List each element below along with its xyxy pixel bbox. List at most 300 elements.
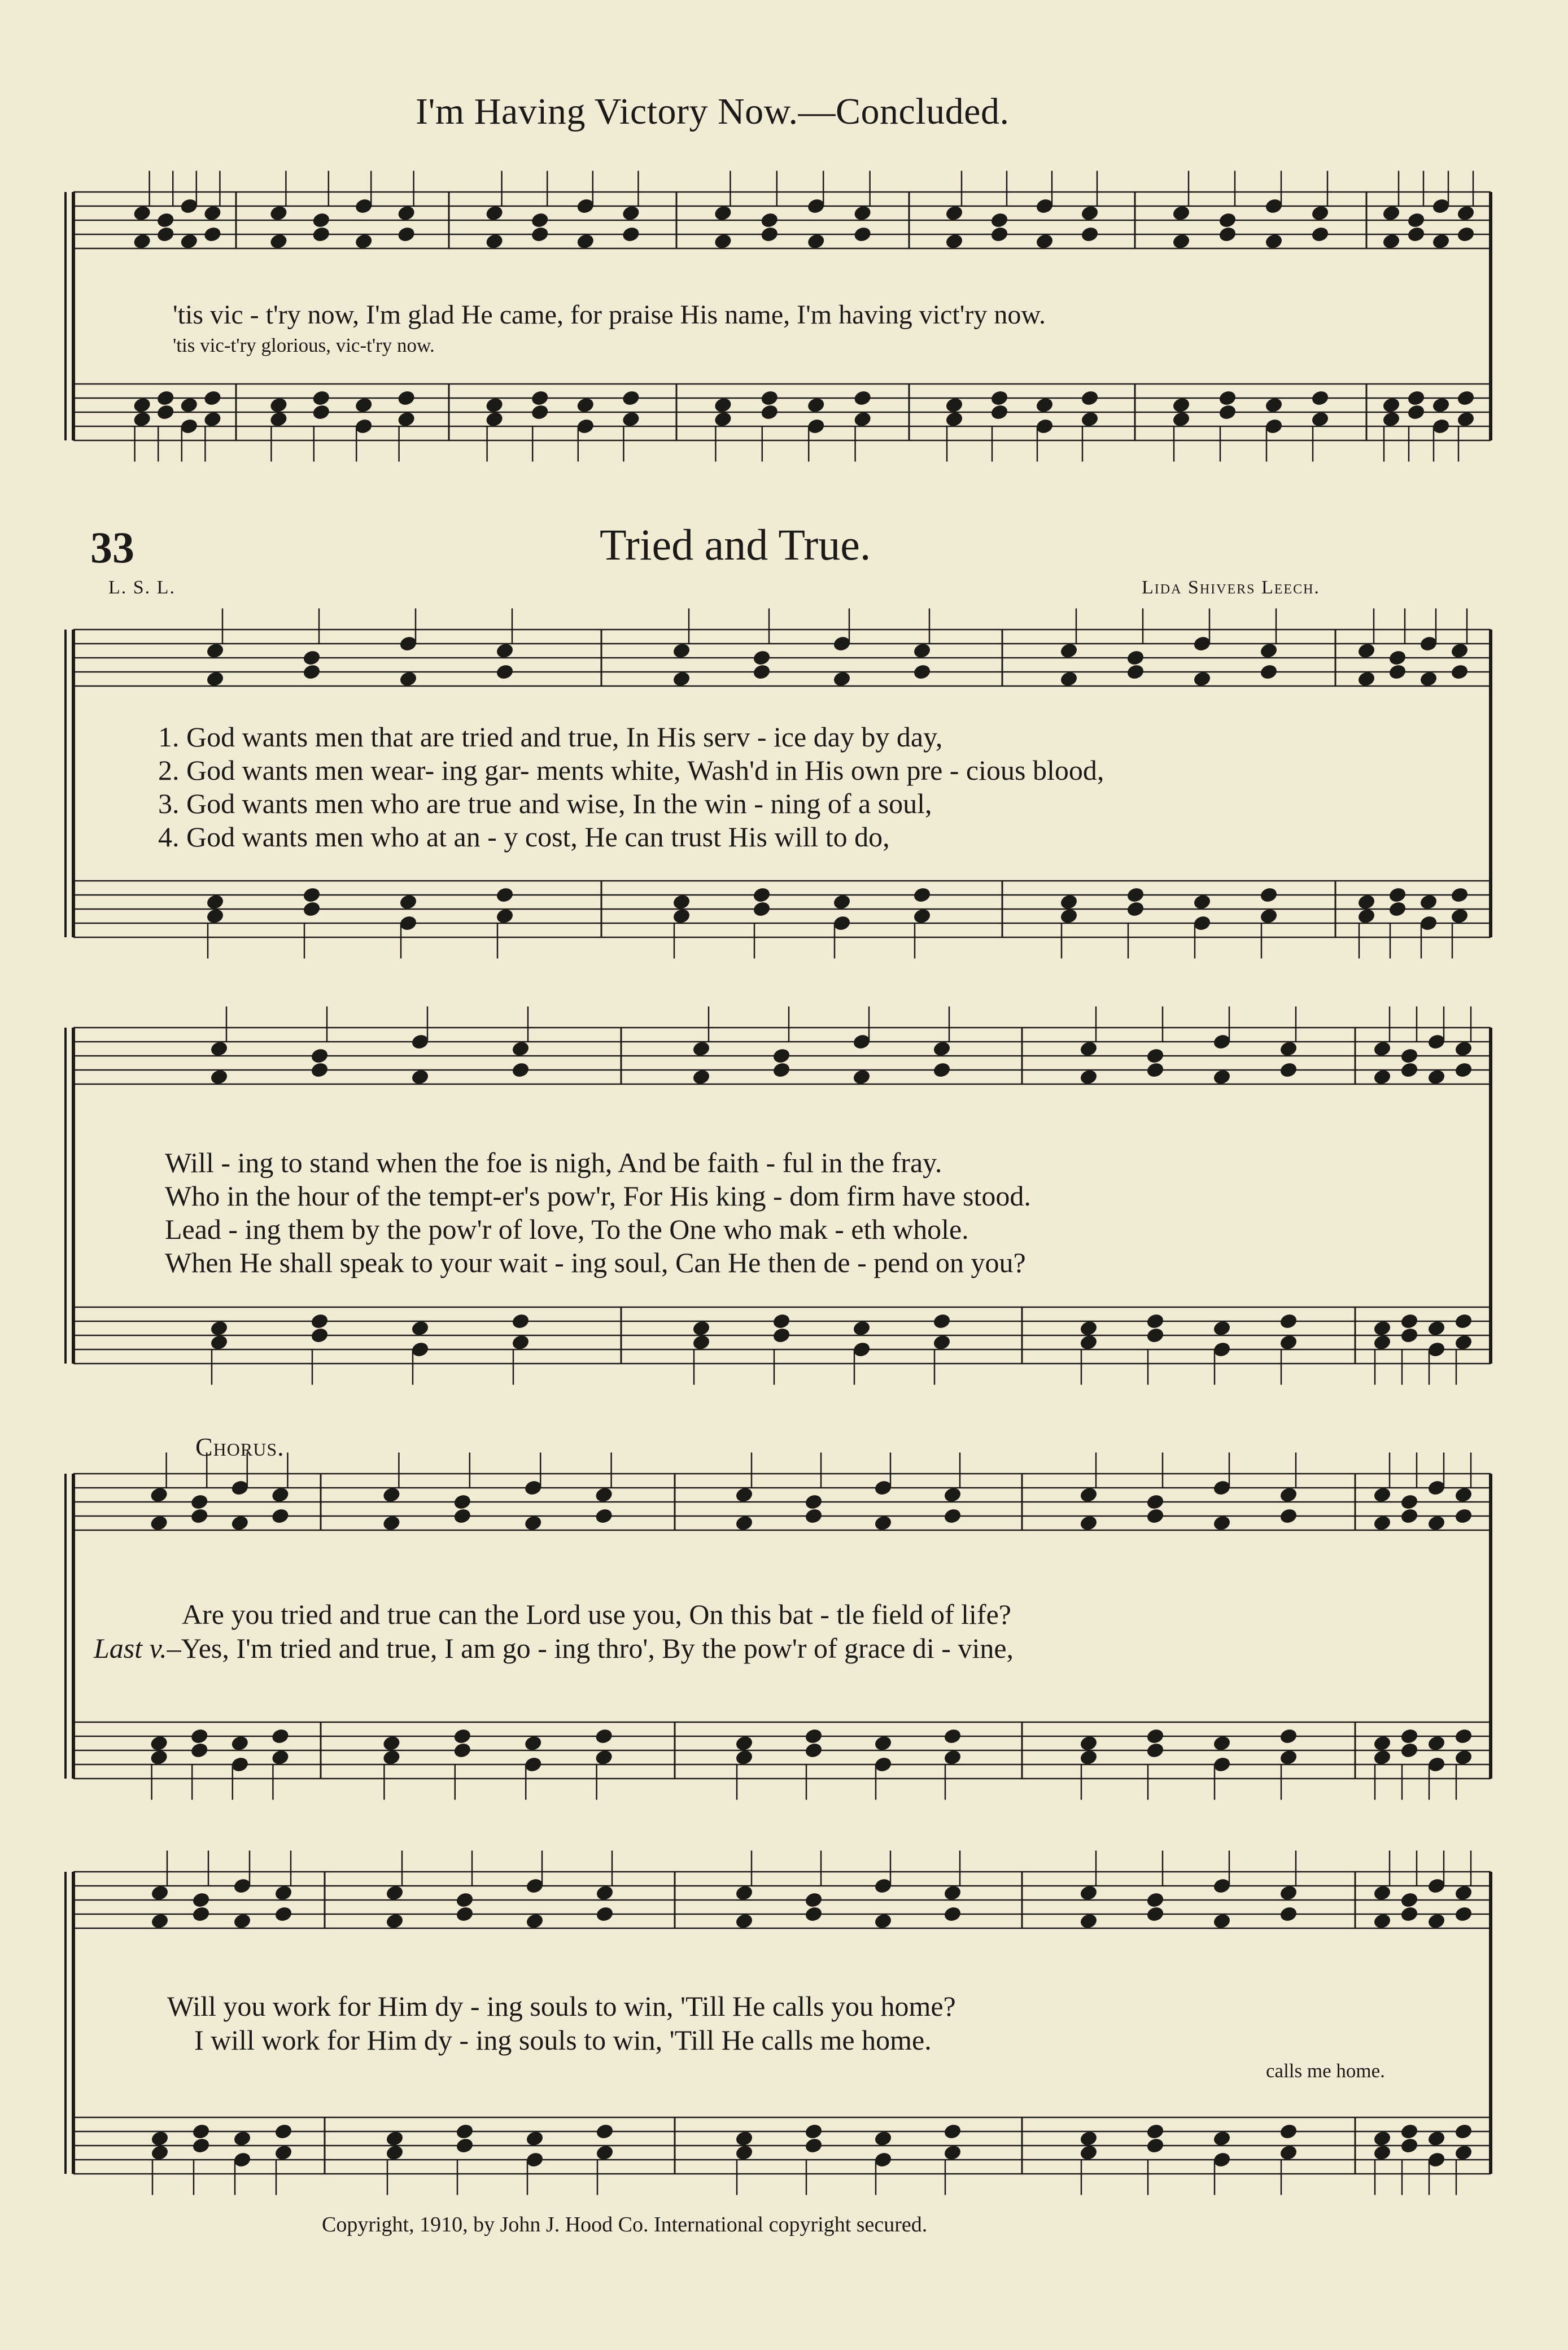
note-head [1431, 198, 1450, 215]
note-head [752, 901, 771, 918]
note-head [1172, 204, 1190, 221]
chorus-line-1: Are you tried and true can the Lord use you, On this bat - tle field of life? [182, 1598, 1011, 1630]
note-head [455, 1892, 474, 1908]
note-head [912, 642, 931, 659]
note-head [525, 1912, 544, 1929]
note-head [832, 670, 851, 687]
note-head [531, 390, 549, 407]
note-head [832, 915, 851, 932]
note-head [206, 670, 224, 687]
note-head [1079, 1514, 1098, 1531]
note-head [1212, 2130, 1231, 2147]
note-head [943, 2144, 962, 2161]
note-head [873, 1479, 892, 1496]
note-head [1454, 1486, 1473, 1503]
note-head [1427, 1033, 1445, 1050]
note-head [1400, 1493, 1418, 1510]
note-head [622, 410, 640, 427]
note-head [1400, 1327, 1418, 1344]
note-head [832, 635, 851, 652]
last-verse-marker: Last v. [94, 1632, 167, 1664]
note-head [832, 893, 851, 910]
note-head [1400, 2137, 1418, 2154]
note-head [271, 1749, 290, 1766]
note-head [772, 1327, 790, 1344]
note-head [1388, 663, 1407, 680]
note-head [1311, 390, 1329, 407]
note-head [1373, 1334, 1391, 1351]
note-head [269, 410, 288, 427]
note-head [852, 1033, 871, 1050]
note-head [1388, 886, 1407, 903]
note-head [752, 886, 771, 903]
note-head [1454, 1749, 1473, 1766]
note-head [852, 1068, 871, 1085]
note-head [1427, 1479, 1445, 1496]
note-head [1427, 1912, 1445, 1929]
note-head [274, 2144, 292, 2161]
note-head [410, 1320, 429, 1336]
note-head [150, 1912, 169, 1929]
note-head [1407, 226, 1425, 243]
note-head [150, 1514, 168, 1531]
note-head [692, 1068, 710, 1085]
note-head [595, 1728, 613, 1745]
verse-2-line-1: 2. God wants men wear- ing gar- ments white, Wash'd in His own pre - cious blood, [158, 754, 1104, 786]
note-head [274, 2123, 292, 2140]
note-head [399, 893, 417, 910]
note-head [1388, 901, 1407, 918]
note-head [990, 212, 1008, 229]
note-head [807, 198, 826, 215]
note-head [230, 1479, 249, 1496]
note-head [576, 418, 595, 435]
note-head [1218, 212, 1237, 229]
note-head [399, 670, 417, 687]
note-head [355, 198, 373, 215]
note-head [1373, 1514, 1391, 1531]
note-head [1357, 670, 1375, 687]
note-head [382, 1749, 401, 1766]
note-head [595, 2144, 614, 2161]
note-head [595, 1486, 613, 1503]
note-head [804, 1906, 823, 1923]
note-head [576, 233, 595, 250]
note-head [912, 907, 931, 924]
note-head [133, 233, 151, 250]
note-head [1172, 396, 1190, 413]
note-head [1212, 1735, 1231, 1751]
note-head [485, 233, 504, 250]
note-head [312, 212, 330, 229]
note-head [302, 886, 321, 903]
note-head [1454, 1040, 1473, 1057]
note-head [410, 1068, 429, 1085]
note-head [511, 1062, 530, 1078]
note-head [1279, 1062, 1298, 1078]
note-head [1212, 1033, 1231, 1050]
note-head [945, 204, 963, 221]
note-head [1419, 635, 1438, 652]
note-head [455, 2137, 474, 2154]
note-head [1427, 1320, 1445, 1336]
note-head [1218, 404, 1237, 421]
note-head [576, 396, 595, 413]
note-head [1450, 663, 1469, 680]
note-head [1407, 404, 1425, 421]
note-head [525, 2151, 544, 2168]
note-head [943, 1508, 962, 1525]
note-head [1419, 893, 1438, 910]
note-head [312, 226, 330, 243]
note-head [1079, 1068, 1098, 1085]
note-head [714, 396, 732, 413]
note-head [302, 901, 321, 918]
note-head [852, 1320, 871, 1336]
note-head [1407, 212, 1425, 229]
note-head [1279, 1728, 1298, 1745]
note-head [1146, 1742, 1164, 1759]
note-head [1079, 1320, 1098, 1336]
note-head [150, 1884, 169, 1901]
note-head [1279, 1486, 1298, 1503]
note-head [1079, 1749, 1098, 1766]
note-head [852, 1341, 871, 1358]
note-head [1146, 1047, 1164, 1064]
note-head [1279, 1334, 1298, 1351]
note-head [1431, 396, 1450, 413]
verse-3-line-2: Lead - ing them by the pow'r of love, To the One who mak - eth whole. [165, 1213, 969, 1245]
note-head [873, 1877, 892, 1894]
note-head [1212, 1341, 1231, 1358]
note-head [1400, 1313, 1418, 1330]
verse-4-line-1: 4. God wants men who at an - y cost, He can trust His will to do, [158, 821, 890, 853]
note-head [1080, 410, 1099, 427]
concluded-lyric-sub: 'tis vic-t'ry glorious, vic-t'ry now. [173, 334, 435, 356]
note-head [932, 1334, 951, 1351]
note-head [595, 1906, 614, 1923]
lyricist-initials: L. S. L. [108, 577, 176, 598]
note-head [191, 2137, 210, 2154]
continuation-title: I'm Having Victory Now.—Concluded. [416, 91, 1010, 132]
note-head [410, 1033, 429, 1050]
note-head [525, 2130, 544, 2147]
note-head [1146, 2123, 1164, 2140]
note-head [853, 204, 872, 221]
note-head [1079, 1735, 1098, 1751]
note-head [511, 1334, 530, 1351]
note-head [1079, 1486, 1098, 1503]
note-head [1080, 204, 1099, 221]
note-head [269, 233, 288, 250]
note-head [455, 1906, 474, 1923]
note-head [495, 907, 514, 924]
note-head [804, 1892, 823, 1908]
note-head [269, 396, 288, 413]
note-head [310, 1047, 329, 1064]
note-head [209, 1320, 228, 1336]
note-head [760, 226, 779, 243]
note-head [735, 2144, 753, 2161]
note-head [807, 396, 826, 413]
note-head [1259, 663, 1278, 680]
note-head [1400, 2123, 1418, 2140]
note-head [1373, 1068, 1391, 1085]
note-head [209, 1334, 228, 1351]
note-head [1373, 1884, 1391, 1901]
note-head [1382, 233, 1400, 250]
note-head [804, 2137, 823, 2154]
note-head [1400, 1047, 1418, 1064]
note-head [531, 226, 549, 243]
note-head [495, 886, 514, 903]
note-head [397, 390, 416, 407]
note-head [804, 1728, 823, 1745]
note-head [932, 1062, 951, 1078]
note-head [1454, 1884, 1473, 1901]
note-head [1279, 1313, 1298, 1330]
note-head [524, 1479, 543, 1496]
note-head [714, 233, 732, 250]
note-head [302, 663, 321, 680]
note-head [206, 893, 224, 910]
note-head [1080, 390, 1099, 407]
note-head [453, 1493, 471, 1510]
note-head [1373, 1320, 1391, 1336]
note-head [355, 418, 373, 435]
note-head [873, 2130, 892, 2147]
note-head [150, 1749, 168, 1766]
note-head [807, 233, 826, 250]
note-head [990, 390, 1008, 407]
note-head [672, 893, 691, 910]
note-head [525, 1877, 544, 1894]
note-head [531, 404, 549, 421]
note-head [1146, 1906, 1164, 1923]
note-head [804, 1508, 823, 1525]
note-head [1373, 2130, 1391, 2147]
note-head [209, 1068, 228, 1085]
note-head [943, 2123, 962, 2140]
note-head [495, 642, 514, 659]
note-head [1357, 907, 1375, 924]
note-head [873, 1735, 892, 1751]
note-head [385, 2144, 404, 2161]
note-head [453, 1508, 471, 1525]
note-head [735, 1735, 753, 1751]
note-head [156, 404, 175, 421]
verse-1-line-2: Will - ing to stand when the foe is nigh, And be faith - ful in the fray. [165, 1147, 942, 1178]
note-head [990, 226, 1008, 243]
note-head [1264, 198, 1283, 215]
note-head [206, 907, 224, 924]
note-head [1212, 1479, 1231, 1496]
note-head [150, 1486, 168, 1503]
note-head [150, 1735, 168, 1751]
note-head [735, 1486, 753, 1503]
note-head [1279, 1749, 1298, 1766]
note-head [203, 410, 222, 427]
note-head [1450, 907, 1469, 924]
note-head [1400, 1062, 1418, 1078]
note-head [1059, 893, 1078, 910]
note-head [1454, 1313, 1473, 1330]
note-head [206, 642, 224, 659]
note-head [1035, 418, 1054, 435]
note-head [269, 204, 288, 221]
note-head [807, 418, 826, 435]
note-head [190, 1742, 209, 1759]
note-head [230, 1756, 249, 1773]
note-head [191, 2123, 210, 2140]
note-head [1454, 2144, 1473, 2161]
note-head [410, 1341, 429, 1358]
note-head [1357, 642, 1375, 659]
note-head [1146, 1062, 1164, 1078]
note-head [1357, 893, 1375, 910]
note-head [156, 212, 175, 229]
note-head [230, 1514, 249, 1531]
verse-1-line-1: 1. God wants men that are tried and true, In His serv - ice day by day, [158, 721, 943, 753]
note-head [943, 1884, 962, 1901]
note-head [1126, 901, 1145, 918]
note-head [397, 410, 416, 427]
note-head [1456, 204, 1475, 221]
note-head [1259, 907, 1278, 924]
note-head [692, 1040, 710, 1057]
note-head [672, 907, 691, 924]
note-head [1279, 1040, 1298, 1057]
note-head [1450, 642, 1469, 659]
note-head [873, 2151, 892, 2168]
note-head [1259, 642, 1278, 659]
note-head [1382, 204, 1400, 221]
note-head [1146, 1508, 1164, 1525]
note-head [1431, 233, 1450, 250]
note-head [735, 1884, 753, 1901]
note-head [932, 1040, 951, 1057]
note-head [485, 396, 504, 413]
note-head [1126, 663, 1145, 680]
note-head [1212, 1320, 1231, 1336]
system4-line-1: Will you work for Him dy - ing souls to win, 'Till He calls you home? [167, 1990, 956, 2022]
note-head [1212, 2151, 1231, 2168]
system4-line-2: I will work for Him dy - ing souls to win, 'Till He calls me home. [194, 2024, 932, 2056]
note-head [772, 1047, 790, 1064]
note-head [595, 1884, 614, 1901]
note-head [203, 390, 222, 407]
note-head [1212, 1068, 1231, 1085]
note-head [1373, 1040, 1391, 1057]
note-head [397, 226, 416, 243]
note-head [1279, 2144, 1298, 2161]
note-head [735, 1749, 753, 1766]
note-head [760, 390, 779, 407]
note-head [310, 1313, 329, 1330]
note-head [180, 396, 198, 413]
note-head [1218, 390, 1237, 407]
note-head [511, 1313, 530, 1330]
note-head [1427, 1341, 1445, 1358]
note-head [453, 1742, 471, 1759]
note-head [302, 649, 321, 666]
note-head [382, 1514, 401, 1531]
note-head [1080, 226, 1099, 243]
note-head [672, 670, 691, 687]
note-head [180, 418, 198, 435]
note-head [485, 204, 504, 221]
note-head [1427, 1877, 1445, 1894]
note-head [274, 1884, 292, 1901]
note-head [190, 1493, 209, 1510]
note-head [133, 396, 151, 413]
note-head [1079, 1040, 1098, 1057]
note-head [150, 2144, 169, 2161]
note-head [1431, 418, 1450, 435]
note-head [990, 404, 1008, 421]
note-head [382, 1735, 401, 1751]
note-head [943, 1906, 962, 1923]
note-head [735, 2130, 753, 2147]
note-head [524, 1756, 543, 1773]
note-head [945, 233, 963, 250]
note-head [1146, 2137, 1164, 2154]
note-head [1454, 1062, 1473, 1078]
note-head [355, 396, 373, 413]
note-head [595, 1749, 613, 1766]
note-head [1126, 649, 1145, 666]
note-head [531, 212, 549, 229]
note-head [1427, 1756, 1445, 1773]
note-head [853, 390, 872, 407]
note-head [312, 404, 330, 421]
note-head [1079, 2144, 1098, 2161]
note-head [1079, 2130, 1098, 2147]
note-head [1218, 226, 1237, 243]
note-head [485, 410, 504, 427]
note-head [271, 1508, 290, 1525]
note-head [191, 1906, 210, 1923]
hymn-number: 33 [90, 523, 134, 572]
note-head [310, 1327, 329, 1344]
note-head [233, 1912, 251, 1929]
note-head [397, 204, 416, 221]
note-head [233, 2151, 251, 2168]
note-head [1079, 1334, 1098, 1351]
note-head [1172, 233, 1190, 250]
note-head [1264, 233, 1283, 250]
note-head [1400, 1728, 1418, 1745]
note-head [1454, 1334, 1473, 1351]
note-head [524, 1514, 543, 1531]
note-head [1450, 886, 1469, 903]
note-head [853, 410, 872, 427]
note-head [1035, 233, 1054, 250]
note-head [1279, 1906, 1298, 1923]
note-head [495, 663, 514, 680]
note-head [1454, 2123, 1473, 2140]
note-head [692, 1334, 710, 1351]
note-head [1427, 2151, 1445, 2168]
note-head [1279, 1508, 1298, 1525]
note-head [1059, 670, 1078, 687]
note-head [1146, 1728, 1164, 1745]
note-head [524, 1735, 543, 1751]
note-head [233, 1877, 251, 1894]
note-head [804, 1742, 823, 1759]
note-head [1456, 226, 1475, 243]
note-head [1373, 1735, 1391, 1751]
